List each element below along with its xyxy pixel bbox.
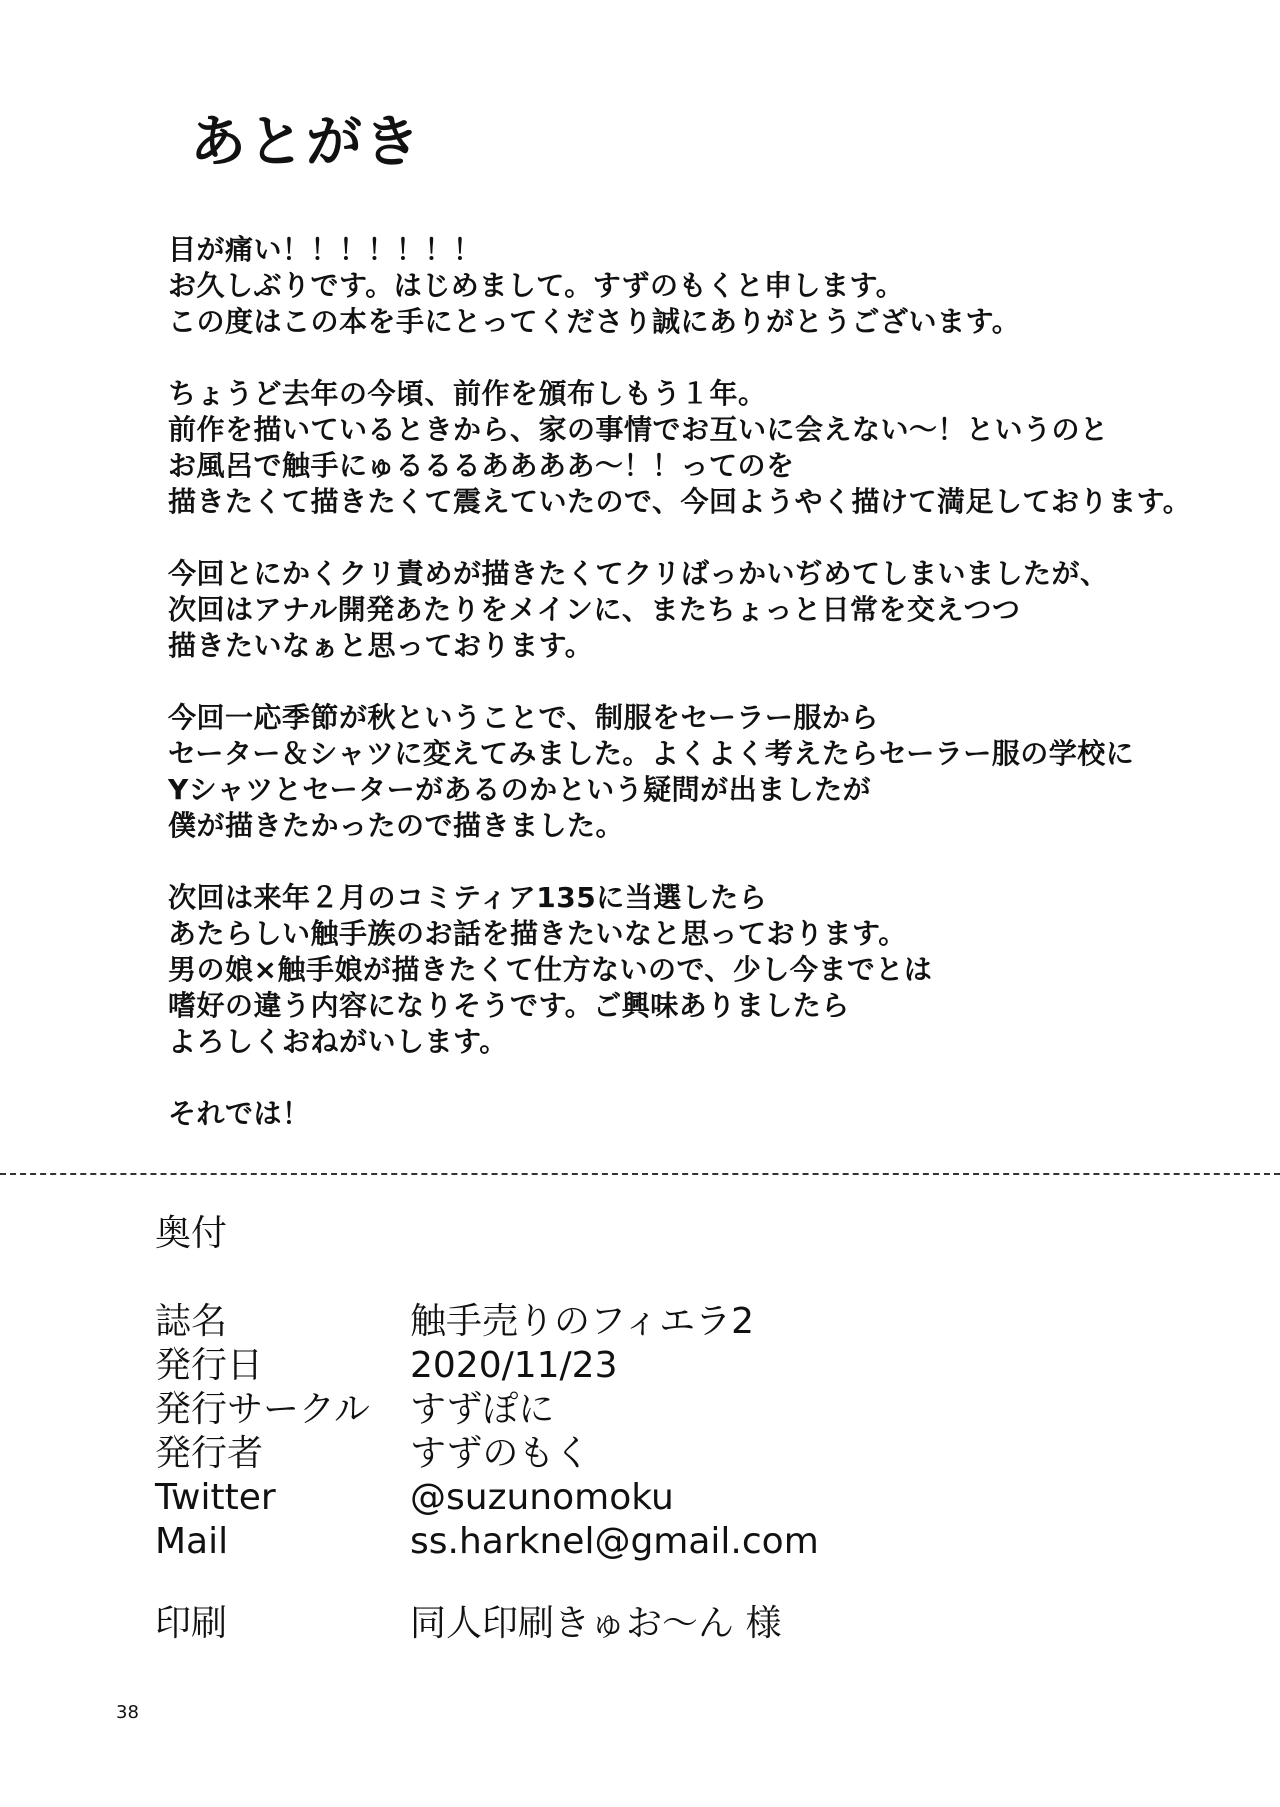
text-line: 描きたくて描きたくて震えていたので、今回ようやく描けて満足しております。 — [168, 485, 1192, 518]
colophon-label: Mail — [155, 1521, 229, 1562]
text-line: 男の娘×触手娘が描きたくて仕方ないので、少し今までとは — [168, 953, 933, 986]
colophon-label: 発行サークル — [155, 1389, 370, 1430]
text-line: よろしくおねがいします。 — [168, 1025, 508, 1058]
colophon-value: すずぽに — [410, 1389, 555, 1430]
text-line: Yシャツとセーターがあるのかという疑問が出ましたが — [168, 773, 872, 806]
text-line: 嗜好の違う内容になりそうです。ご興味ありましたら — [168, 989, 850, 1022]
text-line: お久しぶりです。はじめまして。すずのもくと申します。 — [168, 269, 905, 302]
text-line: セーター＆シャツに変えてみました。よくよく考えたらセーラー服の学校に — [168, 737, 1135, 770]
afterword-paragraph — [168, 232, 1248, 340]
colophon-row-printer — [155, 1602, 1155, 1646]
colophon-row-twitter — [155, 1476, 1155, 1520]
afterword-paragraph — [168, 376, 1248, 520]
colophon-value: 2020/11/23 — [410, 1345, 618, 1386]
text-line: あたらしい触手族のお話を描きたいなと思っております。 — [168, 917, 907, 950]
colophon-value: すずのもく — [410, 1433, 591, 1474]
colophon-value: @suzunomoku — [410, 1477, 674, 1518]
text-line: 目が痛い！！！！！！！ — [168, 233, 482, 266]
text-line: 僕が描きたかったので描きました。 — [168, 809, 625, 842]
text-line: 前作を描いているときから、家の事情でお互いに会えない〜！というのと — [168, 413, 1109, 446]
colophon-value: 触手売りのフィエラ2 — [410, 1301, 755, 1342]
colophon-label: 誌名 — [155, 1301, 228, 1342]
colophon-label: Twitter — [155, 1477, 276, 1518]
dashed-divider — [0, 1173, 1280, 1175]
afterword-paragraph — [168, 556, 1248, 664]
text-line: 描きたいなぁと思っております。 — [168, 629, 594, 662]
page-number: 38 — [116, 1702, 139, 1723]
colophon-label: 印刷 — [155, 1603, 228, 1644]
colophon-title: 奥付 — [155, 1213, 228, 1254]
colophon-value: 同人印刷きゅお〜ん 様 — [410, 1603, 782, 1644]
text-line: 次回はアナル開発あたりをメインに、またちょっと日常を交えつつ — [168, 593, 1021, 626]
text-line: それでは！ — [168, 1097, 311, 1130]
colophon-table — [155, 1300, 1155, 1646]
colophon-label: 発行日 — [155, 1345, 264, 1386]
afterword-paragraph — [168, 700, 1248, 844]
afterword-body — [168, 232, 1248, 1168]
text-line: 今回一応季節が秋ということで、制服をセーラー服から — [168, 701, 879, 734]
afterword-paragraph — [168, 880, 1248, 1060]
afterword-paragraph — [168, 1096, 1248, 1132]
colophon-row-circle — [155, 1388, 1155, 1432]
afterword-title: あとがき — [190, 110, 422, 175]
text-line: この度はこの本を手にとってくださり誠にありがとうございます。 — [168, 305, 1021, 338]
text-line: お風呂で触手にゅるるるああああ〜！！ってのを — [168, 449, 795, 482]
colophon-row-title — [155, 1300, 1155, 1344]
text-line: ちょうど去年の今頃、前作を頒布しもう１年。 — [168, 377, 767, 410]
text-line: 今回とにかくクリ責めが描きたくてクリばっかいぢめてしまいましたが、 — [168, 557, 1109, 590]
colophon-value: ss.harknel@gmail.com — [410, 1521, 819, 1562]
colophon-row-date — [155, 1344, 1155, 1388]
text-line: 次回は来年２月のコミティア135に当選したら — [168, 881, 768, 914]
colophon-label: 発行者 — [155, 1433, 264, 1474]
colophon-row-mail — [155, 1520, 1155, 1564]
colophon-row-publisher — [155, 1432, 1155, 1476]
